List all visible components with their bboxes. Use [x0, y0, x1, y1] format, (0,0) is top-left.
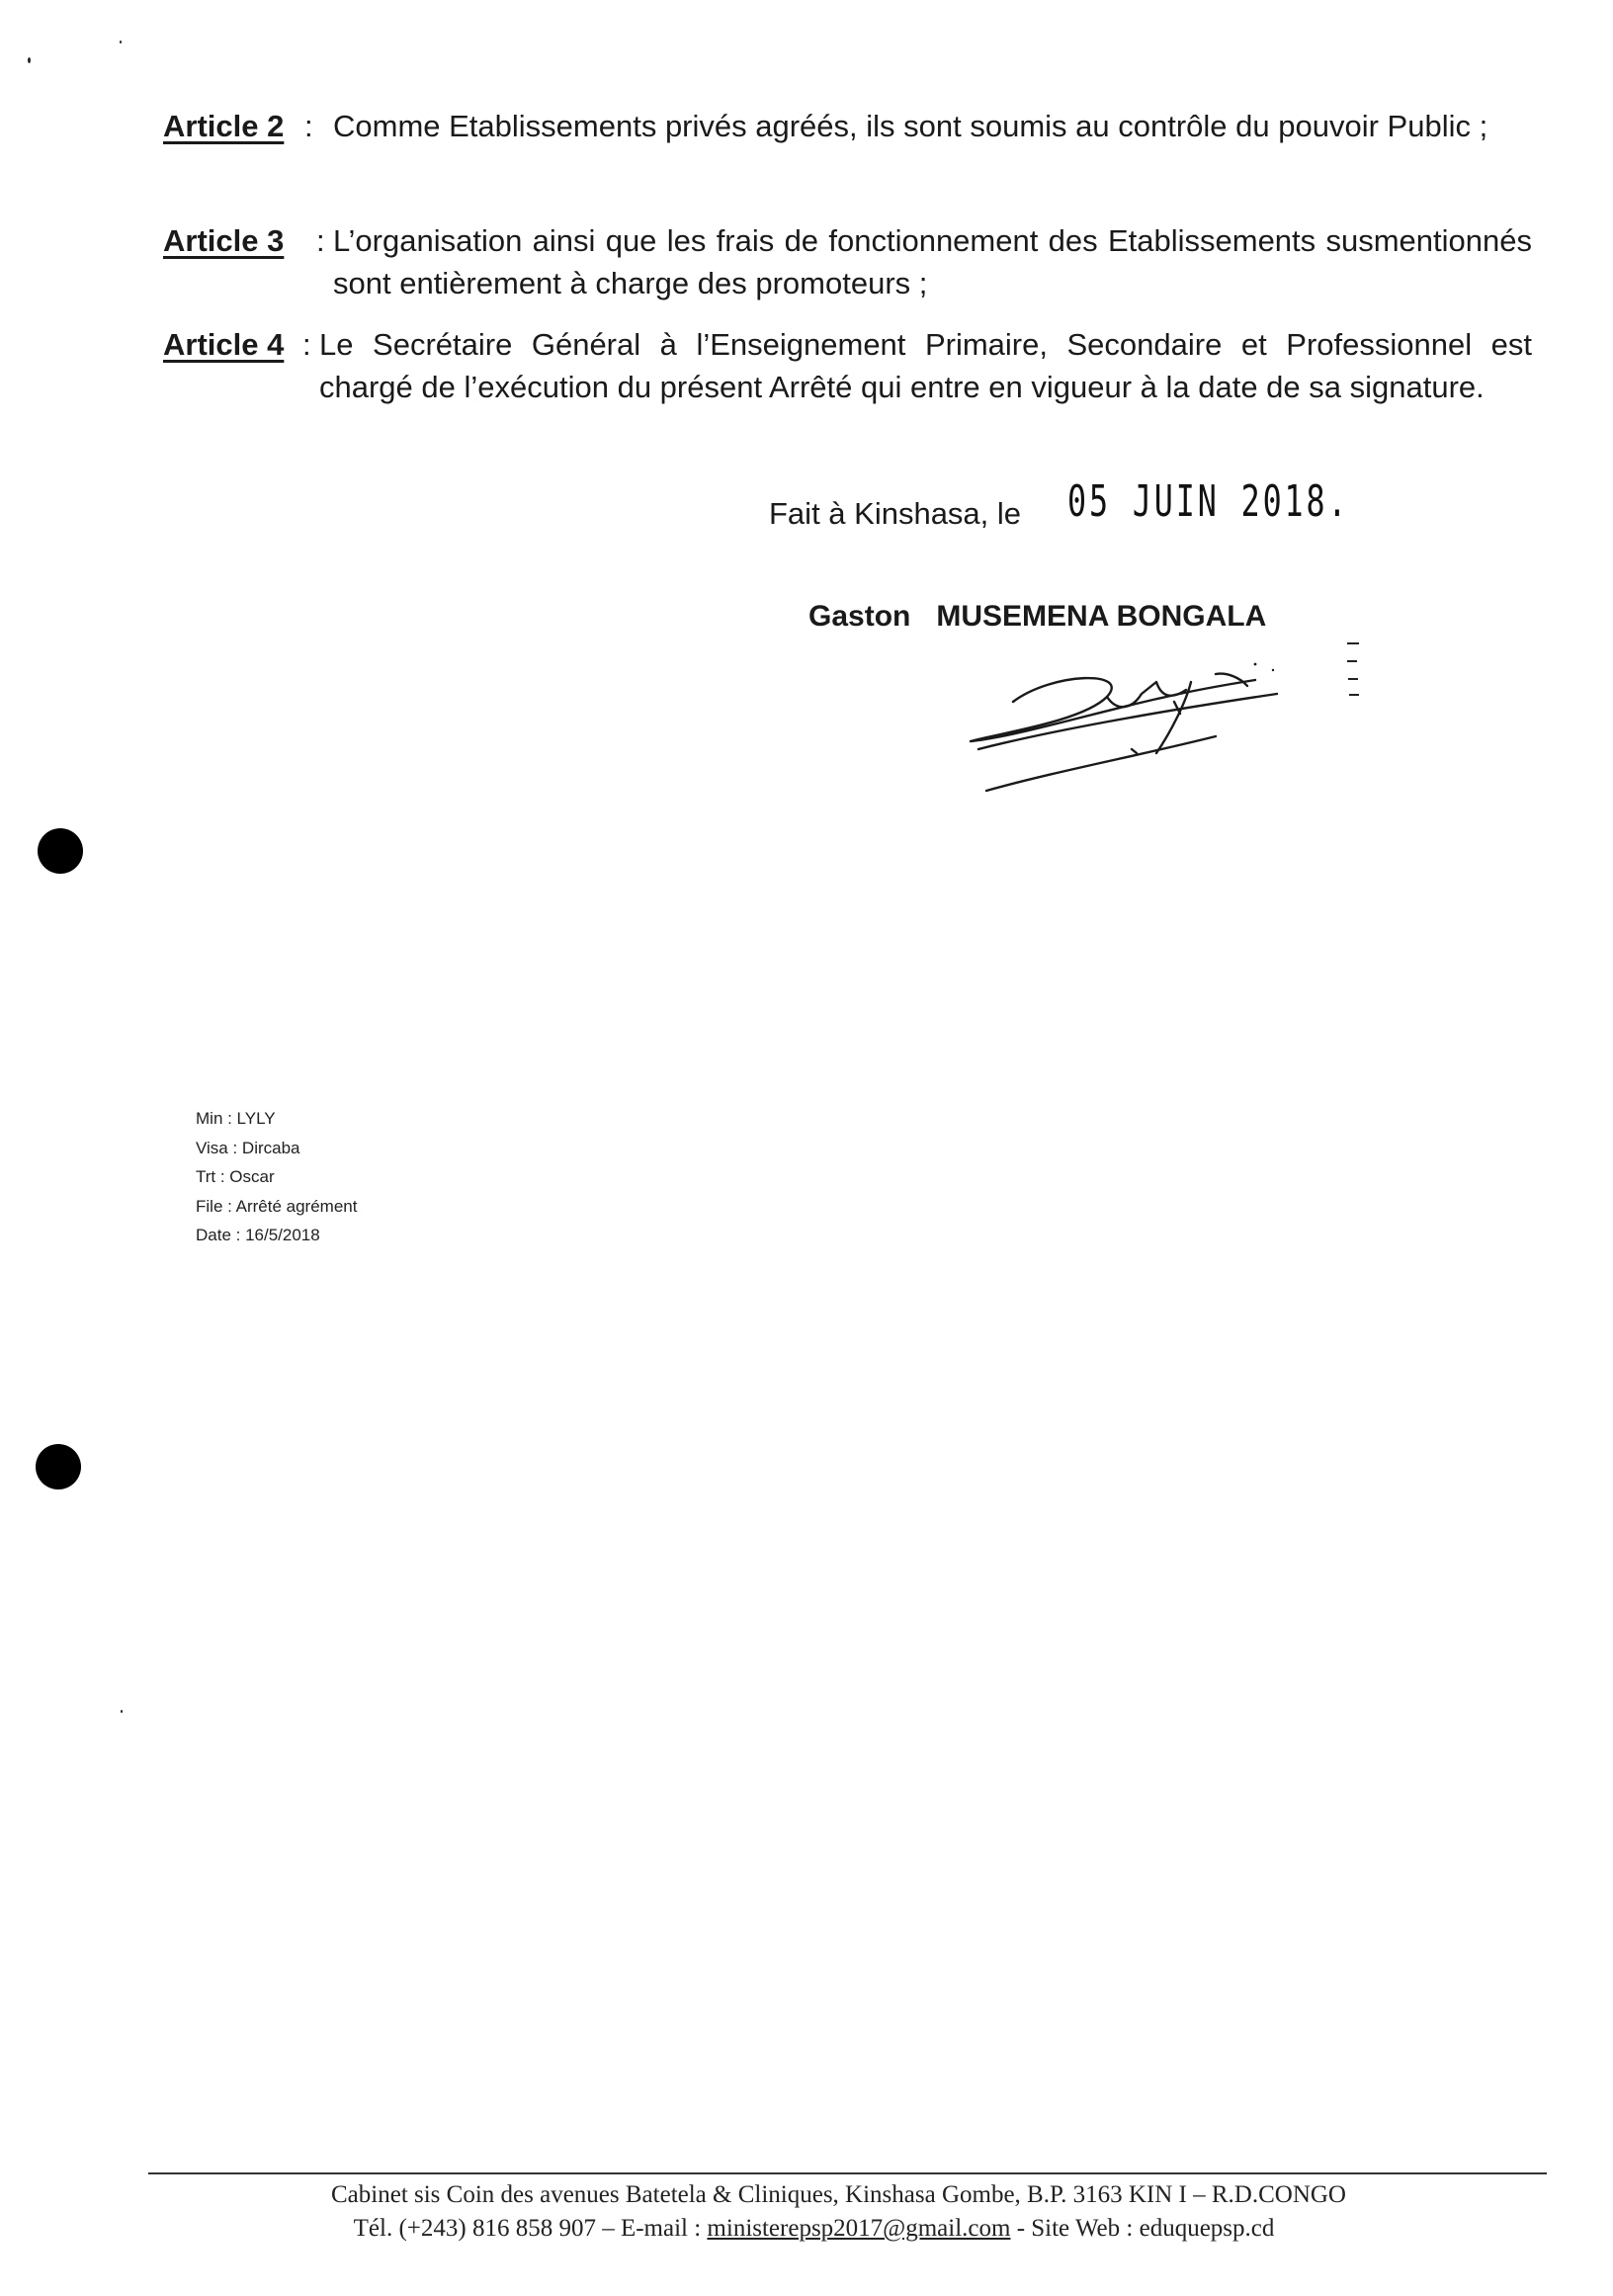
place-of-signing: Fait à Kinshasa, le [769, 496, 1022, 531]
article-separator: : [316, 223, 325, 258]
article-label: Article 2 [163, 109, 285, 143]
article-body: L’organisation ainsi que les frais de fonctionnement des Etablissements susmentionnés sont entièrement à charge des promoteurs ; [333, 223, 1532, 300]
scan-speck [28, 57, 31, 63]
file-note-min: Min : LYLY [196, 1109, 276, 1128]
footer-contact [0, 2212, 1613, 2246]
scan-speck [121, 1710, 123, 1713]
article-separator: : [302, 327, 311, 362]
signatory-last-name: MUSEMENA BONGALA [936, 600, 1267, 633]
scan-speck [120, 41, 122, 43]
stamped-date: 05 JUIN 2018. [1067, 476, 1350, 527]
article-label: Article 3 [163, 223, 285, 258]
file-note-date: Date : 16/5/2018 [196, 1226, 320, 1244]
article-4 [163, 323, 1532, 408]
margin-tick [1348, 678, 1358, 680]
margin-tick [1349, 694, 1359, 696]
article-3 [163, 219, 1532, 304]
footer-phone: Tél. (+243) 816 858 907 – E-mail : [353, 2215, 708, 2242]
punch-hole [38, 828, 83, 874]
article-body: Le Secrétaire Général à l’Enseignement Primaire, Secondaire et Professionnel est chargé de l’exécution du présent Arrêté qui entre en vigueur à la date de sa signature. [319, 327, 1532, 404]
footer-email-link[interactable]: ministerepsp2017@gmail.com [707, 2215, 1011, 2242]
signatory-first-name: Gaston [808, 600, 911, 633]
article-2 [163, 105, 1532, 147]
margin-tick [1347, 660, 1357, 662]
signatory-name [808, 597, 1266, 637]
file-note-file: File : Arrêté agrément [196, 1196, 358, 1216]
footer-website-link[interactable]: eduquepsp.cd [1139, 2215, 1275, 2242]
article-label: Article 4 [163, 327, 285, 362]
footer-site-prefix: - Site Web : [1010, 2215, 1140, 2242]
file-note-trt: Trt : Oscar [196, 1167, 275, 1186]
file-note-visa: Visa : Dircaba [196, 1138, 300, 1157]
punch-hole [36, 1444, 81, 1489]
handwritten-signature [959, 642, 1295, 801]
article-body: Comme Etablissements privés agréés, ils sont soumis au contrôle du pouvoir Public ; [333, 109, 1488, 143]
margin-tick [1347, 642, 1359, 644]
footer-divider [148, 2172, 1547, 2174]
footer-address: Cabinet sis Coin des avenues Batetela & Cliniques, Kinshasa Gombe, B.P. 3163 KIN I – R.D.CONGO [331, 2181, 1346, 2208]
article-separator: : [304, 109, 313, 143]
file-reference-note [196, 1104, 357, 1250]
